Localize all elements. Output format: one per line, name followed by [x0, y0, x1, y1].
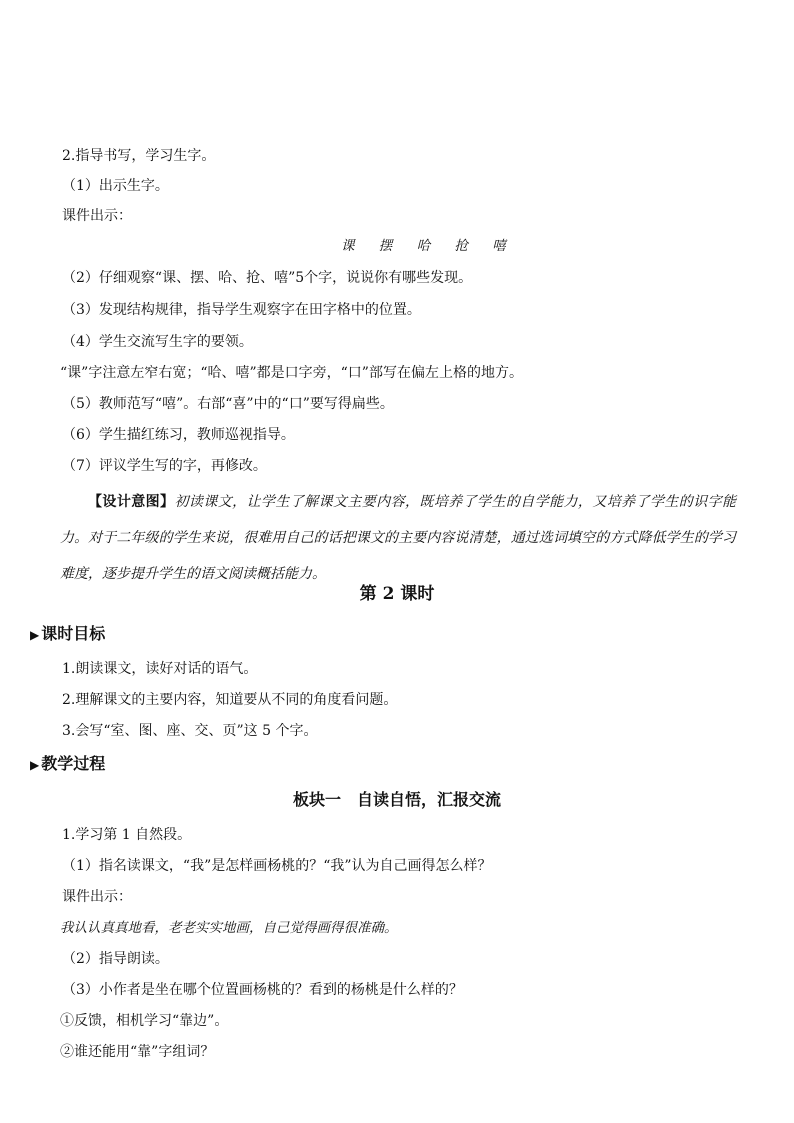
paragraph: 课件出示：	[62, 208, 132, 224]
paragraph: （5）教师范写“嘻”。右部“喜”中的“口”要写得扁些。	[62, 396, 394, 412]
paragraph: （6）学生描红练习，教师巡视指导。	[62, 427, 295, 443]
section-title: 课时目标	[41, 624, 106, 643]
character: 抢	[454, 238, 468, 254]
goal-item: 1.朗读课文，读好对话的语气。	[62, 661, 258, 677]
triangle-marker-icon: ▶	[30, 758, 40, 772]
paragraph: “课”字注意左窄右宽；“哈、嘻”都是口字旁，“口”部写在偏左上格的地方。	[60, 365, 523, 381]
paragraph: （2）仔细观察“课、摆、哈、抢、嘻”5个字，说说你有哪些发现。	[62, 270, 473, 286]
character: 哈	[416, 238, 431, 254]
design-intent	[60, 484, 736, 592]
paragraph: （3）小作者是坐在哪个位置画杨桃的？看到的杨桃是什么样的？	[62, 982, 463, 998]
paragraph: 课件出示：	[62, 889, 132, 905]
triangle-marker-icon: ▶	[30, 628, 40, 642]
section-heading-goals	[30, 624, 105, 645]
paragraph: ②谁还能用“靠”字组词？	[60, 1044, 215, 1060]
paragraph: 1.学习第 1 自然段。	[62, 827, 192, 843]
character: 课	[341, 238, 355, 254]
character: 嘻	[492, 238, 506, 254]
design-intent-label: 【设计意图】	[88, 494, 175, 510]
section-title: 教学过程	[41, 754, 106, 773]
quoted-text: 我认认真真地看，老老实实地画，自己觉得画得很准确。	[60, 920, 398, 936]
paragraph: 2.指导书写，学习生字。	[62, 148, 216, 164]
paragraph: （3）发现结构规律，指导学生观察字在田字格中的位置。	[62, 302, 421, 318]
lesson-title: 第 2 课时	[359, 584, 435, 604]
section-heading-process	[30, 754, 105, 775]
block-title: 板块一 自读自悟，汇报交流	[292, 790, 501, 809]
goal-item: 2.理解课文的主要内容，知道要从不同的角度看问题。	[62, 692, 398, 708]
paragraph: （7）评议学生写的字，再修改。	[62, 458, 267, 474]
paragraph: （1）出示生字。	[62, 178, 169, 194]
design-intent-text: 初读课文，让学生了解课文主要内容，既培养了学生的自学能力，又培养了学生的识字能力。对于二年级的学生来说，很难用自己的话把课文的主要内容说清楚，通过选词填空的方式降低学生的学习难度，逐步提升学生的语文阅读概括能力。	[60, 494, 737, 582]
paragraph: （2）指导朗读。	[62, 951, 169, 967]
paragraph: ①反馈，相机学习“靠边”。	[60, 1013, 229, 1029]
character: 摆	[378, 238, 393, 254]
paragraph: （4）学生交流写生字的要领。	[62, 334, 253, 350]
new-characters-row	[341, 236, 526, 256]
goal-item: 3.会写“室、图、座、交、页”这 5 个字。	[62, 723, 318, 739]
paragraph: （1）指名读课文，“我”是怎样画杨桃的？“我”认为自己画得怎么样？	[62, 858, 492, 874]
